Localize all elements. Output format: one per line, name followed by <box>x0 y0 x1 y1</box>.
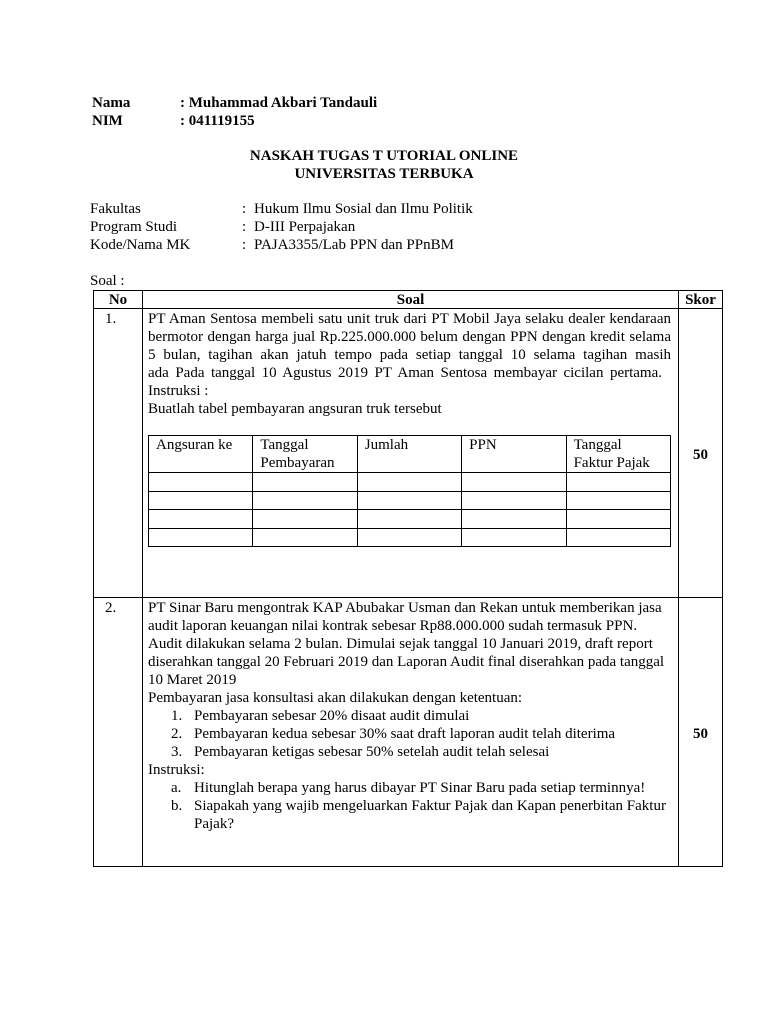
name-label: Nama <box>92 95 131 111</box>
numbered-list-item <box>148 707 671 725</box>
skor-header: Skor <box>679 291 723 309</box>
answer-cell <box>149 491 253 510</box>
answer-header-tanggal-faktur-pajak <box>566 436 670 473</box>
course-info-label: Program Studi <box>90 219 178 235</box>
no-header: No <box>94 291 143 309</box>
question-number: 2. <box>94 598 143 867</box>
question-line: PT Aman Sentosa membeli satu unit truk dari PT Mobil Jaya selaku dealer kendaraan <box>148 311 671 327</box>
lettered-list-item <box>148 779 671 797</box>
course-info-value: PAJA3355/Lab PPN dan PPnBM <box>254 237 454 253</box>
answer-cell <box>462 510 566 529</box>
terms-intro: Pembayaran jasa konsultasi akan dilakukan dengan ketentuan: <box>148 690 523 706</box>
table-header-row <box>94 291 723 309</box>
answer-header-tanggal-pembayaran <box>253 436 357 473</box>
answer-cell <box>253 473 357 492</box>
answer-header-jumlah <box>357 436 461 473</box>
answer-cell <box>357 528 461 547</box>
answer-header-line: Faktur Pajak <box>573 455 650 471</box>
question-text-cell <box>143 598 679 867</box>
course-info-row-fakultas <box>90 200 473 218</box>
answer-cell <box>566 510 670 529</box>
nim-row <box>92 112 377 130</box>
answer-cell <box>566 528 670 547</box>
lettered-list-item <box>148 797 671 833</box>
question-number: 1. <box>94 309 143 598</box>
answer-header-line: Tanggal <box>260 437 309 453</box>
answer-table-row <box>149 473 671 492</box>
list-marker: 1. <box>171 708 183 724</box>
question-line: Audit dilakukan selama 2 bulan. Dimulai sejak tanggal 10 Januari 2019, draft report <box>148 636 653 652</box>
answer-cell <box>566 491 670 510</box>
answer-cell <box>253 510 357 529</box>
instruction-text: Buatlah tabel pembayaran angsuran truk tersebut <box>148 401 442 417</box>
list-marker: b. <box>171 798 183 814</box>
list-item-text: Pajak? <box>194 816 234 832</box>
course-info-value: Hukum Ilmu Sosial dan Ilmu Politik <box>254 201 473 217</box>
list-marker: 2. <box>171 726 183 742</box>
answer-header-line: Tanggal <box>573 437 622 453</box>
soal-header: Soal <box>143 291 679 309</box>
answer-cell <box>357 491 461 510</box>
question-text-cell <box>143 309 679 598</box>
answer-header-line: Angsuran ke <box>156 437 233 453</box>
instruction-label: Instruksi : <box>148 383 209 399</box>
soal-heading: Soal : <box>90 273 125 289</box>
answer-table-row <box>149 491 671 510</box>
question-line: diserahkan tanggal 20 Februari 2019 dan Laporan Audit final diserahkan pada tanggal <box>148 654 665 670</box>
answer-cell <box>149 473 253 492</box>
answer-cell <box>357 510 461 529</box>
nim-label: NIM <box>92 113 123 129</box>
student-info <box>92 94 377 130</box>
list-item-text: Pembayaran sebesar 20% disaat audit dimulai <box>194 708 470 724</box>
answer-cell <box>253 491 357 510</box>
question-line: bermotor dengan harga jual Rp.225.000.000 belum dengan PPN dengan kredit selama <box>148 329 671 345</box>
question-line: 10 Maret 2019 <box>148 672 237 688</box>
answer-header-line: Jumlah <box>364 437 409 453</box>
answer-header-ppn <box>462 436 566 473</box>
answer-cell <box>149 528 253 547</box>
answer-table-row <box>149 510 671 529</box>
numbered-list-item <box>148 743 671 761</box>
title-line-1: NASKAH TUGAS T UTORIAL ONLINE <box>249 148 519 164</box>
course-info-label: Fakultas <box>90 201 141 217</box>
question-row <box>94 598 723 867</box>
course-info-row-program-studi <box>90 218 473 236</box>
answer-table <box>148 435 671 547</box>
instruction-label: Instruksi: <box>148 762 205 778</box>
list-item-text: Pembayaran ketigas sebesar 50% setelah audit telah selesai <box>194 744 550 760</box>
name-row <box>92 94 377 112</box>
score: 50 <box>679 598 723 867</box>
answer-cell <box>253 528 357 547</box>
course-info-separator: : <box>242 219 247 235</box>
answer-table-header-row <box>149 436 671 473</box>
course-info-separator: : <box>242 201 247 217</box>
question-line: audit laporan keuangan nilai kontrak sebesar Rp88.000.000 sudah termasuk PPN. <box>148 618 638 634</box>
answer-table-row <box>149 528 671 547</box>
answer-cell <box>462 473 566 492</box>
list-marker: 3. <box>171 744 183 760</box>
numbered-list-item <box>148 725 671 743</box>
answer-header-line: Pembayaran <box>260 455 335 471</box>
answer-cell <box>149 510 253 529</box>
title-line-2: UNIVERSITAS TERBUKA <box>294 166 474 182</box>
list-item-text: Hitunglah berapa yang harus dibayar PT Sinar Baru pada setiap terminnya! <box>194 780 646 796</box>
course-info-row-kode-mk <box>90 236 473 254</box>
answer-cell <box>566 473 670 492</box>
question-line: 5 bulan, tagihan akan jatuh tempo pada setiap tanggal 10 selama tagihan masih <box>148 347 671 363</box>
document-title <box>0 147 768 183</box>
question-line: PT Sinar Baru mengontrak KAP Abubakar Usman dan Rekan untuk memberikan jasa <box>148 600 662 616</box>
name-value: : Muhammad Akbari Tandauli <box>180 95 378 111</box>
answer-header-angsuran-ke <box>149 436 253 473</box>
answer-cell <box>357 473 461 492</box>
question-line: ada Pada tanggal 10 Agustus 2019 PT Aman Sentosa membayar cicilan pertama. <box>148 365 662 381</box>
answer-cell <box>462 528 566 547</box>
answer-cell <box>462 491 566 510</box>
answer-header-line: PPN <box>469 437 497 453</box>
assignment-table <box>93 290 723 867</box>
course-info-value: D-III Perpajakan <box>254 219 356 235</box>
score: 50 <box>679 309 723 598</box>
list-item-text: Siapakah yang wajib mengeluarkan Faktur Pajak dan Kapan penerbitan Faktur <box>194 798 666 814</box>
nim-value: : 041119155 <box>180 113 255 129</box>
list-marker: a. <box>171 780 182 796</box>
question-row <box>94 309 723 598</box>
course-info-label: Kode/Nama MK <box>90 237 191 253</box>
course-info-separator: : <box>242 237 247 253</box>
course-info <box>90 200 473 254</box>
list-item-text: Pembayaran kedua sebesar 30% saat draft laporan audit telah diterima <box>194 726 616 742</box>
